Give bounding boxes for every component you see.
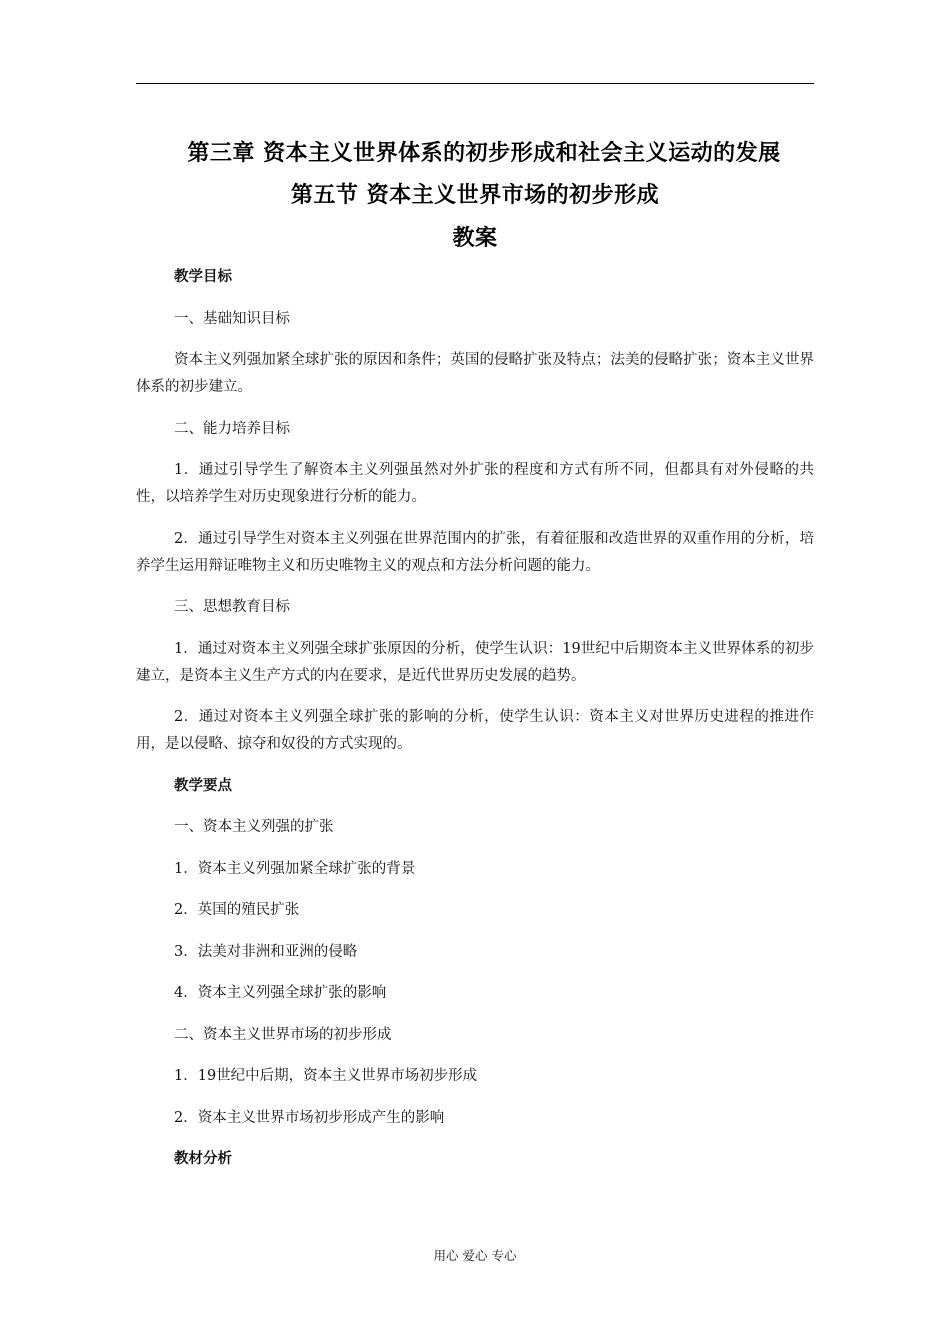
section-title: 第五节 资本主义世界市场的初步形成 — [290, 183, 660, 208]
section-heading: 教学要点 — [174, 777, 232, 794]
document-body — [136, 264, 814, 1188]
paragraph: 4．资本主义列强全球扩张的影响 — [174, 985, 387, 1001]
paragraph: 1．通过引导学生了解资本主义列强虽然对外扩张的程度和方式有所不同，但都具有对外侵略的共性，以培养学生对历史现象进行分析的能力。 — [136, 462, 814, 505]
paragraph: 资本主义列强加紧全球扩张的原因和条件；英国的侵略扩张及特点；法美的侵略扩张；资本主义世界体系的初步建立。 — [136, 352, 814, 395]
paragraph: 二、资本主义世界市场的初步形成 — [174, 1026, 392, 1043]
header-rule — [136, 83, 814, 84]
document-title: 教案 — [452, 226, 498, 251]
paragraph: 2．资本主义世界市场初步形成产生的影响 — [174, 1109, 445, 1126]
paragraph: 三、思想教育目标 — [174, 599, 290, 615]
paragraph: 一、资本主义列强的扩张 — [174, 819, 334, 835]
paragraph: 二、能力培养目标 — [174, 420, 290, 437]
paragraph: 1．资本主义列强加紧全球扩张的背景 — [174, 860, 416, 877]
paragraph: 1．19世纪中后期，资本主义世界市场初步形成 — [174, 1068, 478, 1084]
paragraph: 2．通过引导学生对资本主义列强在世界范围内的扩张，有着征服和改造世界的双重作用的分析，培养学生运用辩证唯物主义和历史唯物主义的观点和方法分析问题的能力。 — [136, 530, 814, 574]
section-heading: 教学目标 — [174, 269, 232, 285]
paragraph: 3．法美对非洲和亚洲的侵略 — [174, 943, 358, 960]
paragraph: 1．通过对资本主义列强全球扩张原因的分析，使学生认识：19世纪中后期资本主义世界体系的初步建立，是资本主义生产方式的内在要求，是近代世界历史发展的趋势。 — [136, 640, 814, 684]
paragraph: 2．通过对资本主义列强全球扩张的影响的分析，使学生认识：资本主义对世界历史进程的推进作用，是以侵略、掠夺和奴役的方式实现的。 — [136, 709, 814, 752]
chapter-title: 第三章 资本主义世界体系的初步形成和社会主义运动的发展 — [187, 141, 781, 166]
paragraph: 2．英国的殖民扩张 — [174, 902, 300, 918]
page-footer: 用心 爱心 专心 — [433, 1248, 517, 1263]
paragraph: 一、基础知识目标 — [174, 310, 290, 327]
section-heading: 教材分析 — [174, 1151, 232, 1167]
